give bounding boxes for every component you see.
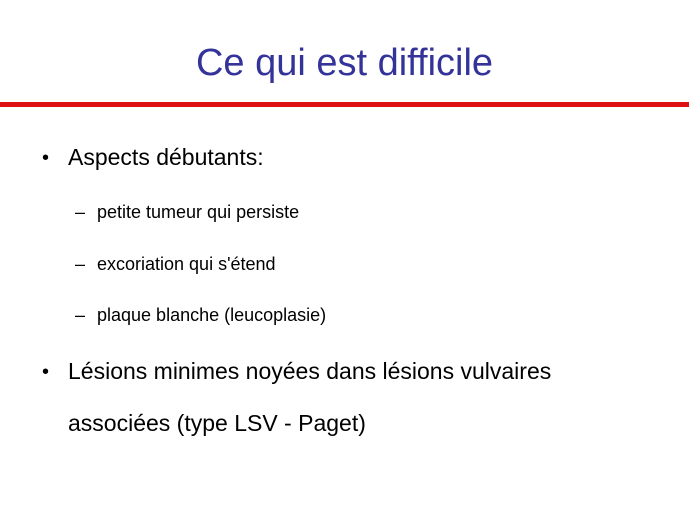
bullet-marker: • [42, 147, 50, 169]
sub-bullet-text: excoriation qui s'étend [97, 254, 276, 274]
sub-bullet-marker: – [75, 202, 86, 222]
sub-bullet-marker: – [75, 305, 86, 325]
sub-bullet-marker: – [75, 254, 86, 274]
bullet-text-lesions-line-2: associées (type LSV - Paget) [68, 410, 366, 436]
slide-title: Ce qui est difficile [195, 42, 494, 84]
bullet-text-lesions-line-1: Lésions minimes noyées dans lésions vulvaires [68, 358, 552, 384]
title-divider [0, 102, 689, 107]
bullet-marker: • [42, 361, 50, 383]
sub-bullet-text: petite tumeur qui persiste [97, 202, 300, 222]
bullet-text-aspects: Aspects débutants: [68, 144, 264, 170]
sub-bullet-text: plaque blanche (leucoplasie) [97, 305, 327, 325]
